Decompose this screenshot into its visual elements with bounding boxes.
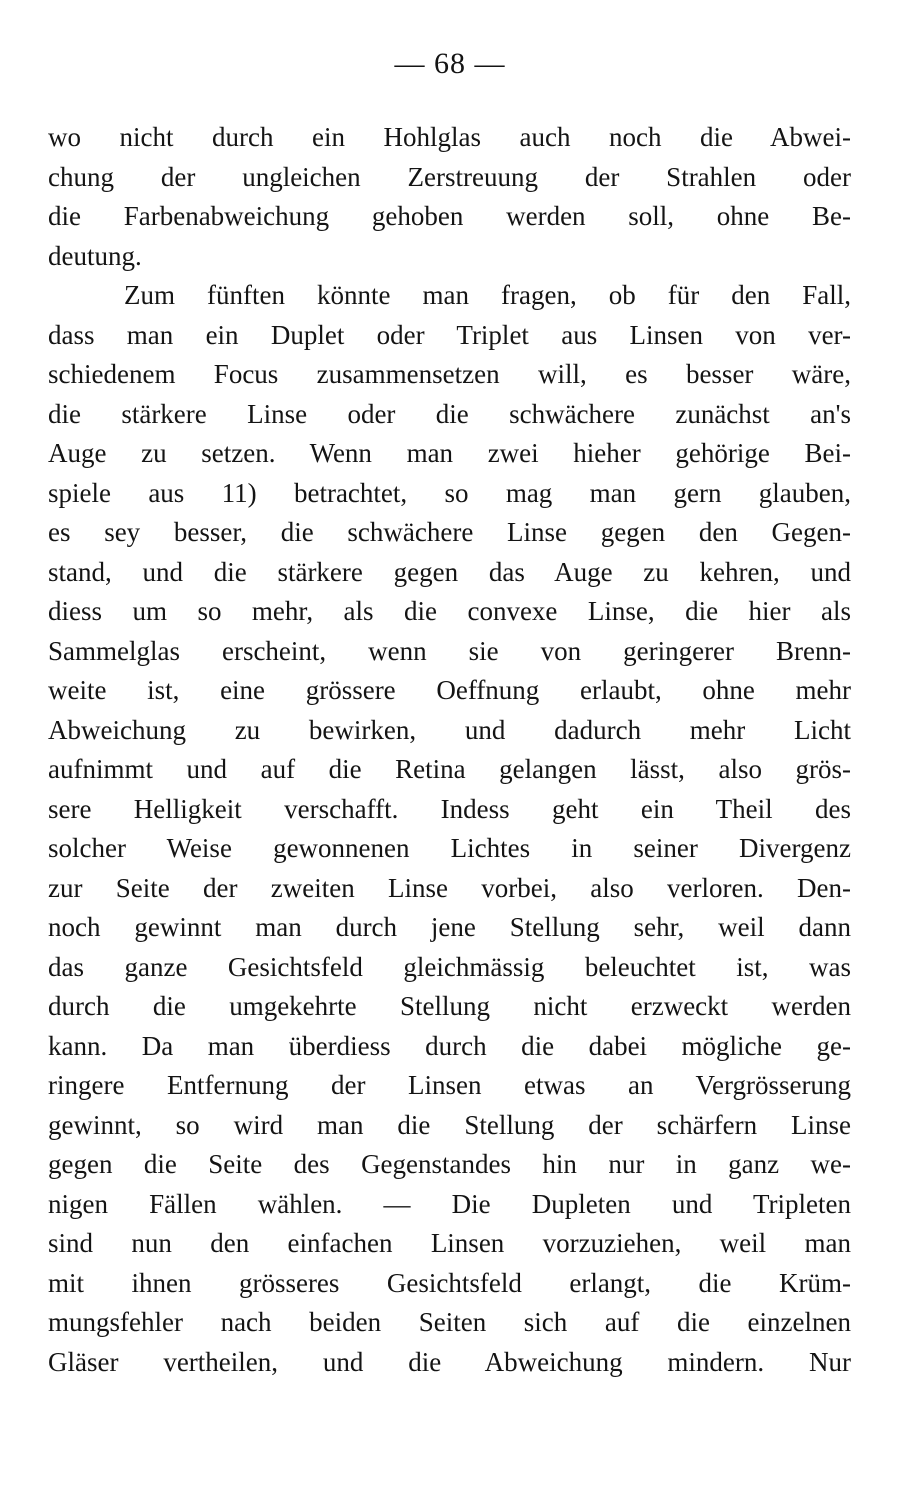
text-line: aufnimmt und auf die Retina gelangen lässt, also grös- xyxy=(48,754,851,784)
text-line: die stärkere Linse oder die schwächere zunächst an's xyxy=(48,398,851,429)
text-line: gewinnt, so wird man die Stellung der schärfern Linse xyxy=(48,1109,851,1140)
text-line: gegen die Seite des Gegenstandes hin nur in ganz we- xyxy=(48,1149,851,1179)
text-line: mungsfehler nach beiden Seiten sich auf die einzelnen xyxy=(48,1307,851,1337)
text-line: chung der ungleichen Zerstreuung der Strahlen oder xyxy=(48,161,851,192)
page-number: — 68 — xyxy=(394,47,506,80)
text-line: durch die umgekehrte Stellung nicht erzweckt werden xyxy=(48,991,851,1021)
text-line: Sammelglas erscheint, wenn sie von geringerer Brenn- xyxy=(48,635,851,666)
text-line: das ganze Gesichtsfeld gleichmässig beleuchtet ist, was xyxy=(48,951,851,982)
text-line: stand, und die stärkere gegen das Auge zu kehren, und xyxy=(48,556,851,587)
text-line: Auge zu setzen. Wenn man zwei hieher gehörige Bei- xyxy=(48,438,851,468)
text-line: kann. Da man überdiess durch die dabei mögliche ge- xyxy=(48,1030,851,1061)
text-line: sere Helligkeit verschafft. Indess geht ein Theil des xyxy=(48,793,851,824)
text-line: schiedenem Focus zusammensetzen will, es besser wäre, xyxy=(48,359,851,389)
text-line: mit ihnen grösseres Gesichtsfeld erlangt, die Krüm- xyxy=(48,1267,851,1298)
text-line: dass man ein Duplet oder Triplet aus Linsen von ver- xyxy=(48,319,851,350)
text-line: Zum fünften könnte man fragen, ob für den Fall, xyxy=(124,280,851,310)
text-line: zur Seite der zweiten Linse vorbei, also verloren. Den- xyxy=(48,872,851,903)
body-text xyxy=(48,118,851,1382)
text-line: nigen Fällen wählen. — Die Dupleten und Tripleten xyxy=(48,1188,851,1219)
text-line: Gläser vertheilen, und die Abweichung mindern. Nur xyxy=(48,1346,851,1377)
text-line: solcher Weise gewonnenen Lichtes in seiner Divergenz xyxy=(48,833,851,863)
text-line: noch gewinnt man durch jene Stellung sehr, weil dann xyxy=(48,912,851,942)
text-line: ringere Entfernung der Linsen etwas an Vergrösserung xyxy=(48,1070,851,1100)
text-line: sind nun den einfachen Linsen vorzuziehen, weil man xyxy=(48,1228,851,1258)
text-line: weite ist, eine grössere Oeffnung erlaubt, ohne mehr xyxy=(48,675,851,705)
text-line: spiele aus 11) betrachtet, so mag man gern glauben, xyxy=(48,477,851,508)
text-line: wo nicht durch ein Hohlglas auch noch die Abwei- xyxy=(48,122,851,152)
text-line: es sey besser, die schwächere Linse gegen den Gegen- xyxy=(48,517,851,547)
text-line: diess um so mehr, als die convexe Linse, die hier als xyxy=(48,596,851,626)
text-line: die Farbenabweichung gehoben werden soll, ohne Be- xyxy=(48,201,851,231)
text-line: Abweichung zu bewirken, und dadurch mehr Licht xyxy=(48,714,851,745)
text-line: deutung. xyxy=(48,240,142,271)
